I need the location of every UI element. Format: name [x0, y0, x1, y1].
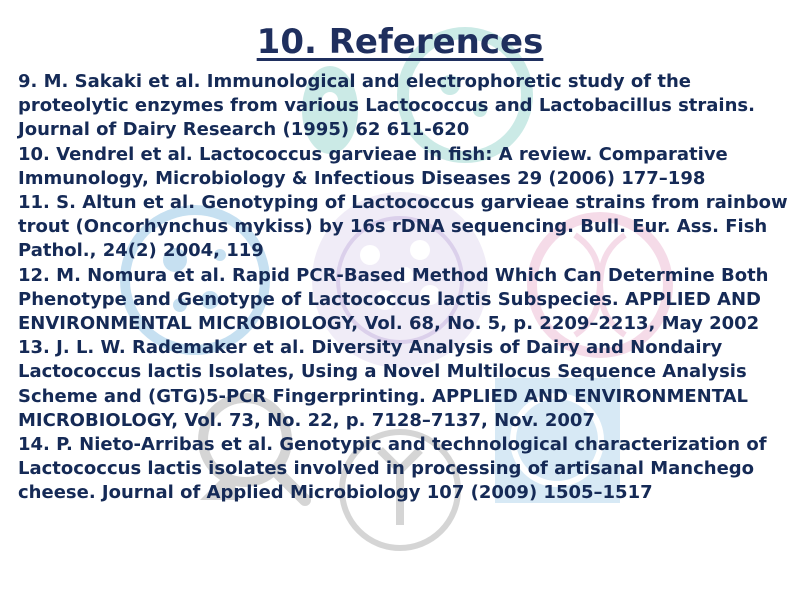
reference-item: 14. P. Nieto-Arribas et al. Genotypic and technological characterization of Lactococcus lactis isolates involved in processing of artisanal Manchego cheese. Journal of Applied Microbiology 107 (2009) 1505–1517 [18, 434, 767, 504]
reference-item: 13. J. L. W. Rademaker et al. Diversity Analysis of Dairy and Nondairy Lactococcus lactis Isolates, Using a Novel Multilocus Sequence Analysis Scheme and (GTG)5-PCR Fingerprinting. APPLIED AND ENVIRONMENTAL MICROBIOLOGY, Vol. 73, No. 22, p. 7128–7137, Nov. 2007 [18, 337, 749, 431]
references-list [18, 70, 796, 506]
reference-item: 10. Vendrel et al. Lactococcus garvieae in fish: A review. Comparative Immunology, Microbiology & Infectious Diseases 29 (2006) 177–198 [18, 143, 728, 189]
reference-item: 12. M. Nomura et al. Rapid PCR-Based Method Which Can Determine Both Phenotype and Genotype of Lactococcus lactis Subspecies. APPLIED AND ENVIRONMENTAL MICROBIOLOGY, Vol. 68, No. 5, p. 2209–2213, May 2002 [18, 264, 769, 335]
reference-item: 9. M. Sakaki et al. Immunological and electrophoretic study of the proteolytic enzymes from various Lactococcus and Lactobacillus strains. Journal of Dairy Research (1995) 62 611-620 [18, 71, 755, 141]
reference-item: 11. S. Altun et al. Genotyping of Lactococcus garvieae strains from rainbow trout (Oncorhynchus mykiss) by 16s rDNA sequencing. Bull. Eur. Ass. Fish Pathol., 24(2) 2004, 119 [18, 192, 788, 262]
page-title: 10. References [256, 22, 544, 62]
